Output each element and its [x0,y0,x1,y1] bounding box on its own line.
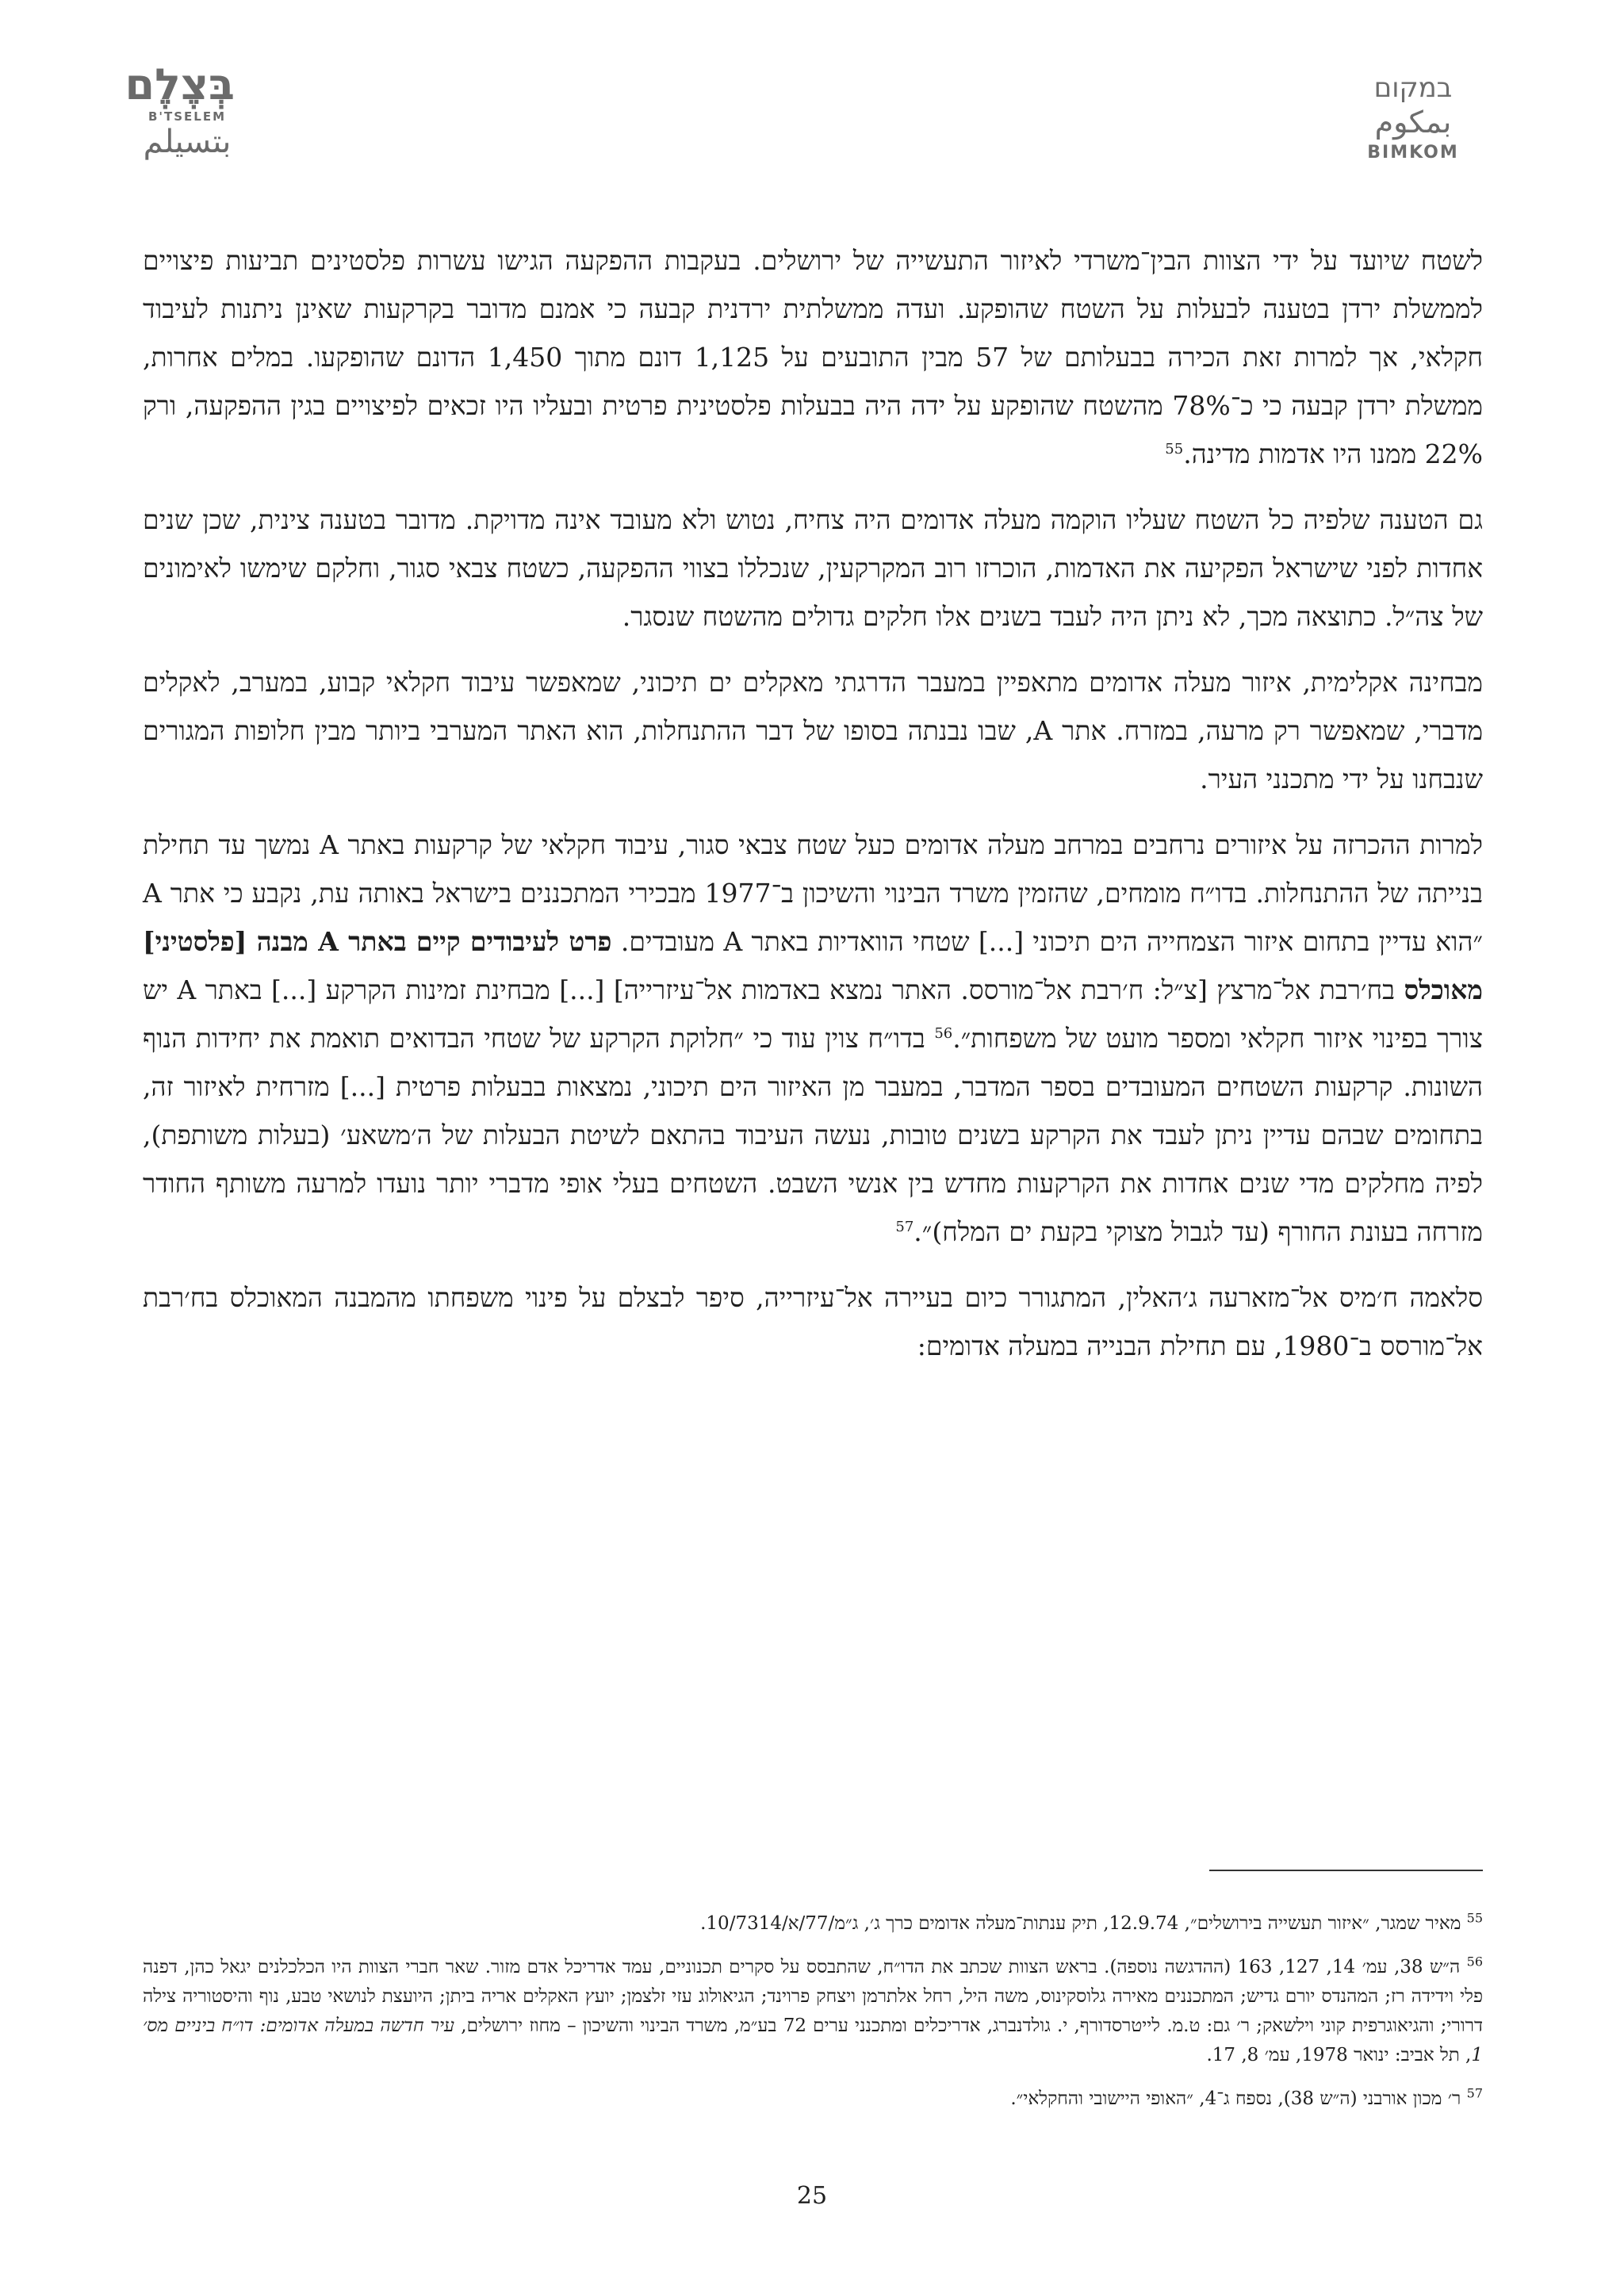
paragraph [143,821,1483,1256]
footnote-ref: 56 [934,1025,953,1042]
footnote-number: 57 [1466,2085,1483,2101]
btselem-logo-hebrew: בְּצֶלֶם [124,59,235,109]
footnote [143,1909,1483,1939]
footnote [143,2084,1483,2114]
btselem-logo-arabic: بتسيلم [143,124,232,160]
footnote-divider [1209,1870,1483,1871]
footnote-text: ה״ש 38, עמ׳ 14, 127, 163 (ההדגשה נוספה). בראש הצוות שכתב את הדו״ח, שהתבסס על סקרים תכנוניים, עמד אדריכל אדם מזור. שאר חברי הצוות היו הכלכלנים יגאל כהן, דפנה פלי וידידה רז; המהנדס יורם גדיש; המתכננים מאירה גלוסקינוס, משה היל, רחל אלתרמן ויצחק פרוינד; הגיאולוג עזי זלצמן; יועץ האקלים אריה ביתן; היועצת לנושאי טבע, נוף והיסטוריה צילה דרורי; והגיאוגרפית קוני וילשאק; ר׳ גם: ט.מ. לייטרסדורף, י. גולדנברג, אדריכלים ומתכנני ערים 72 בע״מ, משרד הבינוי והשיכון – מחוז ירושלים, [143,1957,1484,2036]
paragraph-text: בח׳רבת אל־מרצץ [צ״ל: ח׳רבת אל־מורסס. האתר נמצא באדמות אל־עיזרייה] [...] מבחינת זמינות הקרקע [...] באתר A יש צורך בפינוי איזור חקלאי ומספר מועט של משפחות״. [143,974,1483,1054]
paragraph-text: בדו״ח צוין עוד כי ״חלוקת הקרקע של שטחי הבדואים תואמת את יחידות הנוף השונות. קרקעות השטחים המעובדים בספר המדבר, במעבר מן האיזור הים תיכוני, נמצאות בבעלות פרטית [...] מזרחית לאיזור זה, בתחומים שבהם עדיין ניתן לעבד את הקרקע בשנים טובות, נעשה העיבוד בהתאם לשיטת הבעלות של ה׳משאע׳ (בעלות משותפת), לפיה מחלקים מדי שנים אחדות את הקרקעות מחדש בין אנשי השבט. השטחים בעלי אופי מדברי יותר נועדו למרעה משותף החודר מזרחה בעונת החורף (עד לגבול מצוקי בקעת ים המלח)״. [143,1023,1483,1247]
footnote-text: מאיר שמגר, ״איזור תעשייה בירושלים״, 12.9.74, תיק ענתות־מעלה אדומים כרך ג׳, ג״מ/77/א/10/7314. [700,1913,1461,1934]
paragraph-text: סלאמה ח׳מיס אל־מזארעה ג׳האלין, המתגורר כיום בעיירה אל־עיזרייה, סיפר לבצלם על פינוי משפחתו מהמבנה המאוכלס בח׳רבת אל־מורסס ב־1980, עם תחילת הבנייה במעלה אדומים: [143,1282,1483,1361]
paragraph-text: מבחינה אקלימית, איזור מעלה אדומים מתאפיין במעבר הדרגתי מאקלים ים תיכוני, שמאפשר עיבוד חקלאי קבוע, במערב, לאקלים מדברי, שמאפשר רק מרעה, במזרח. אתר A, שבו נבנתה בסופו של דבר ההתנחלות, הוא האתר המערבי ביותר מבין חלופות המגורים שנבחנו על ידי מתכנני העיר. [143,667,1484,794]
paragraph [143,1273,1483,1370]
bimkom-logo-latin: BIMKOM [1367,143,1459,163]
footnote-text: , תל אביב: ינואר 1978, עמ׳ 8, 17. [1206,2045,1472,2065]
page-number: 25 [796,2182,828,2210]
paragraph-text: למרות ההכרזה על איזורים נרחבים במרחב מעלה אדומים כעל שטח צבאי סגור, עיבוד חקלאי של קרקעות באתר A נמשך עד תחילת בנייתה של ההתנחלות. בדו״ח מומחים, שהזמין משרד הבינוי והשיכון ב־1977 מבכירי המתכננים בישראל באותה עת, נקבע כי אתר A ״הוא עדיין בתחום איזור הצמחייה הים תיכוני [...] שטחי הוואדיות באתר A מעובדים. [143,829,1484,957]
footnote-ref: 57 [895,1219,914,1235]
footnote [143,1953,1483,2070]
paragraph [143,658,1483,803]
footnote-ref: 55 [1165,441,1184,457]
footnote-number: 56 [1466,1954,1484,1970]
paragraph [143,496,1483,641]
paragraph [143,236,1483,478]
bimkom-logo-arabic: بمكوم [1374,105,1452,140]
body-text [143,236,1483,1370]
footnote-title: עיר חדשה במעלה אדומים: דו״ח ביניים מס׳ 1 [143,2015,1483,2065]
emphasized-text: פרט לעיבודים קיים באתר A מבנה [פלסטיני] מאוכלס [143,926,1483,1005]
bimkom-logo-hebrew: במקום [1373,72,1453,104]
btselem-logo [124,59,235,160]
footnote-text: ר׳ מכון אורבני (ה״ש 38), נספח ג־4, ״האופי היישובי והחקלאי״. [1010,2088,1461,2109]
bimkom-logo [1350,71,1477,163]
footnotes [143,1909,1483,2128]
paragraph-text: לשטח שיועד על ידי הצוות הבין־משרדי לאיזור התעשייה של ירושלים. בעקבות ההפקעה הגישו עשרות פלסטינים תביעות פיצויים לממשלת ירדן בטענה לבעלות על השטח שהופקע. ועדה ממשלתית ירדנית קבעה כי אמנם מדובר בקרקעות שאינן ניתנות לעיבוד חקלאי, אך למרות זאת הכירה בבעלותם של 57 מבין התובעים על 1,125 דונם מתוך 1,450 הדונם שהופקעו. במלים אחרות, ממשלת ירדן קבעה כי כ־78% מהשטח שהופקע על ידה היה בבעלות פלסטינית פרטית ובעליו היו זכאים לפיצויים בגין ההפקעה, ורק 22% ממנו היו אדמות מדינה. [143,245,1483,469]
btselem-logo-latin: B'TSELEM [147,109,227,124]
paragraph-text: גם הטענה שלפיה כל השטח שעליו הוקמה מעלה אדומים היה צחיח, נטוש ולא מעובד אינה מדויקת. מדובר בטענה צינית, שכן שנים אחדות לפני שישראל הפקיעה את האדמות, הוכרזו רוב המקרקעין, שנכללו בצווי ההפקעה, כשטח צבאי סגור, וחלקם שימשו לאימונים של צה״ל. כתוצאה מכך, לא ניתן היה לעבד בשנים אלו חלקים גדולים מהשטח שנסגר. [143,504,1484,632]
footnote-number: 55 [1466,1910,1483,1926]
